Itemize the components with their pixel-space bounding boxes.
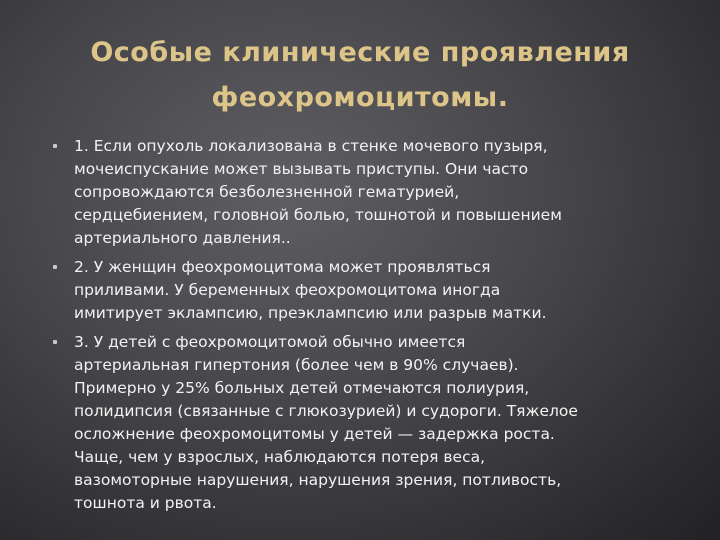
bullet-list	[50, 135, 690, 521]
bullet-marker-icon	[53, 144, 57, 148]
bullet-item-1	[50, 135, 690, 250]
bullet-text-line: осложнение феохромоцитомы у детей — задержка роста.	[74, 425, 555, 443]
bullet-text-line: 3. У детей с феохромоцитомой обычно имеется	[74, 333, 466, 351]
bullet-text-line: Чаще, чем у взрослых, наблюдаются потеря веса,	[74, 448, 486, 466]
bullet-marker-icon	[53, 340, 57, 344]
bullet-text-line: артериальная гипертония (более чем в 90% случаев).	[74, 356, 519, 374]
bullet-text-line: имитирует эклампсию, преэклампсию или разрыв матки.	[74, 304, 547, 322]
bullet-text-line: сердцебиением, головной болью, тошнотой и повышением	[74, 206, 562, 224]
bullet-text-line: Примерно у 25% больных детей отмечаются полиурия,	[74, 379, 530, 397]
bullet-text-line: приливами. У беременных феохромоцитома иногда	[74, 281, 501, 299]
bullet-text-line: вазомоторные нарушения, нарушения зрения, потливость,	[74, 471, 562, 489]
bullet-text-line: артериального давления..	[74, 229, 291, 247]
slide-title-line-1: Особые клинические проявления	[90, 37, 630, 68]
bullet-text-line: мочеиспускание может вызывать приступы. Они часто	[74, 160, 529, 178]
bullet-marker-icon	[53, 265, 57, 269]
bullet-text-line: тошнота и рвота.	[74, 494, 217, 512]
slide-title	[30, 30, 690, 120]
bullet-item-3	[50, 331, 690, 515]
bullet-text-line: сопровождаются безболезненной гематурией,	[74, 183, 460, 201]
bullet-item-2	[50, 256, 690, 325]
bullet-text-line: 1. Если опухоль локализована в стенке мочевого пузыря,	[74, 137, 548, 155]
slide-title-line-2: феохромоцитомы.	[211, 82, 509, 113]
bullet-text-line: 2. У женщин феохромоцитома может проявляться	[74, 258, 491, 276]
bullet-text-line: полидипсия (связанные с глюкозурией) и судороги. Тяжелое	[74, 402, 578, 420]
